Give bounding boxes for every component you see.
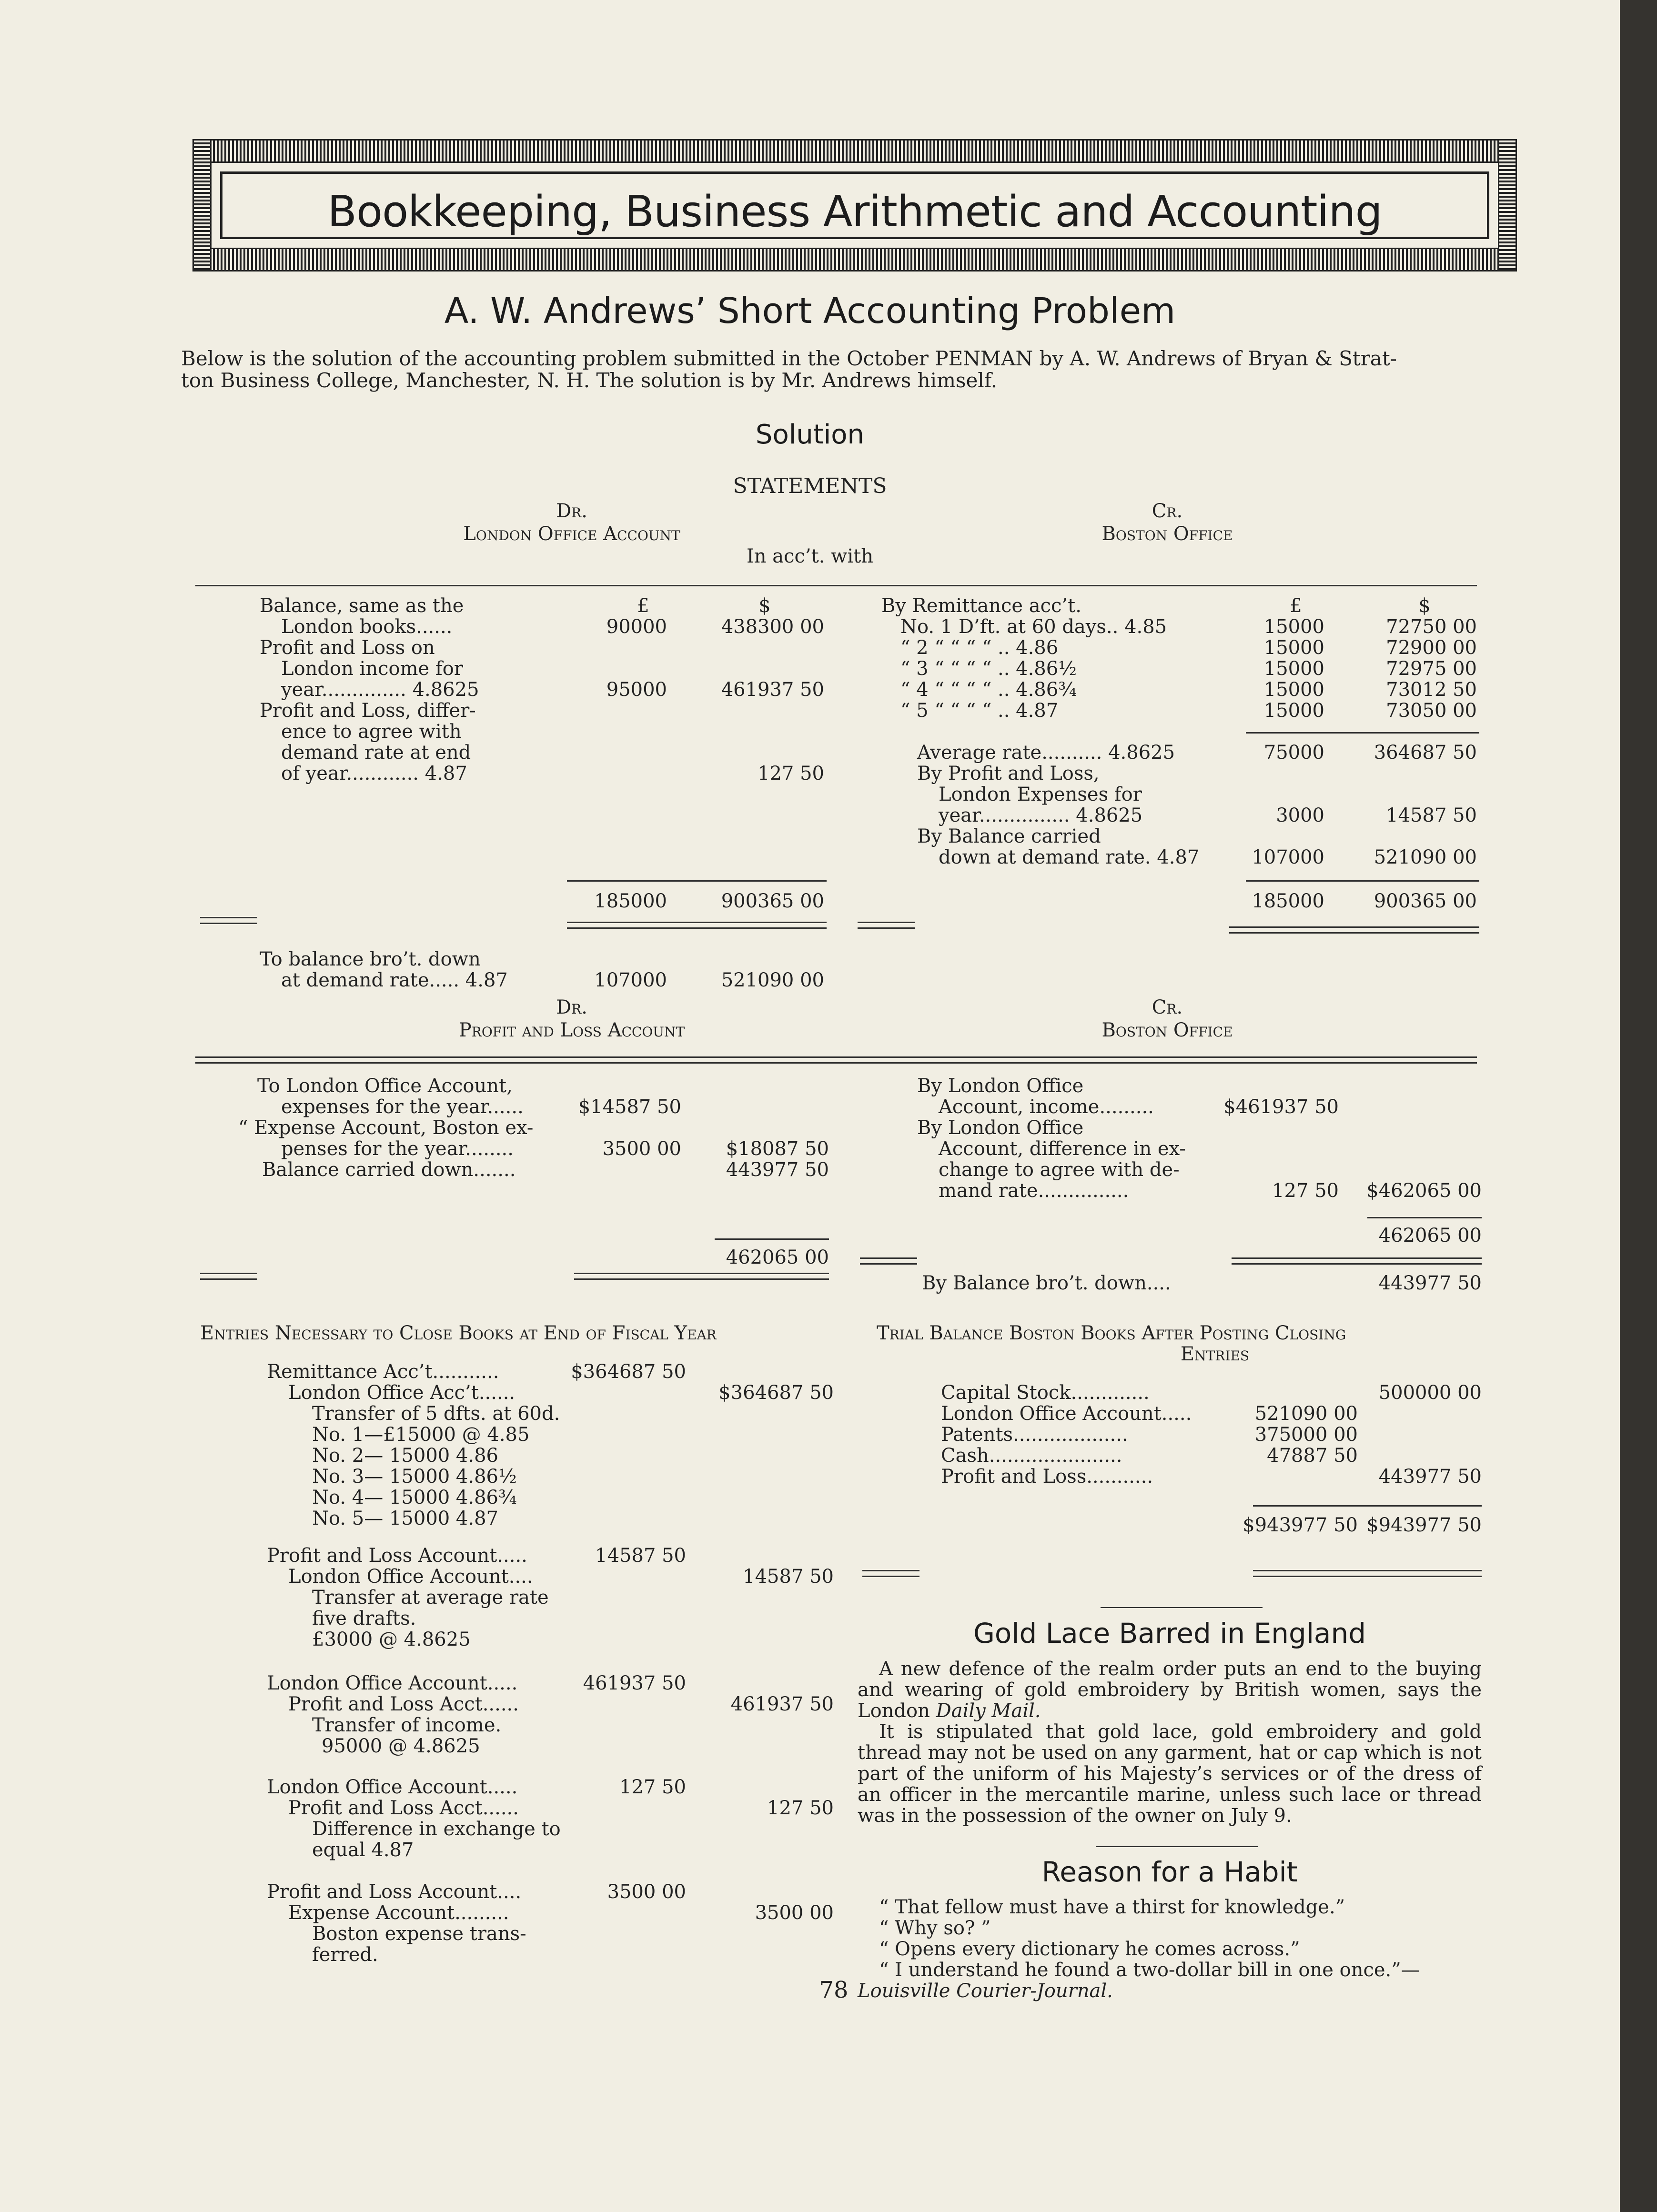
entry-note: No. 2— 15000 4.86 [312, 1445, 498, 1467]
trial-row-label: Capital Stock............. [941, 1382, 1150, 1404]
trial-balance-heading-2: Entries [1180, 1343, 1250, 1365]
text-line: mand rate............... [939, 1180, 1129, 1202]
amount: 3500 00 [607, 1881, 686, 1903]
trial-total-debit: $943977 50 [1243, 1514, 1358, 1536]
pound-header: £ [1290, 595, 1302, 617]
text-line: “ 4 “ “ “ “ .. 4.86¾ [900, 679, 1077, 701]
amount: 75000 [1263, 742, 1324, 764]
amount: 461937 50 [583, 1672, 686, 1694]
amount: 14587 50 [743, 1566, 834, 1588]
double-rule [862, 1570, 919, 1577]
text-line: To balance bro’t. down [260, 948, 481, 970]
text-line: Account, income......... [939, 1096, 1154, 1118]
gold-lace-p2: It is stipulated that gold lace, gold embroidery and gold thread may not be used on any garment, hat or cap which is not part of the uniform of his Majesty’s services or of the dress of an officer in the mercantile marine, unless such lace or thread was in the possession of the owner on July 9. [858, 1721, 1482, 1827]
entry-note: No. 5— 15000 4.87 [312, 1508, 498, 1529]
london-brought-down [260, 949, 508, 991]
closing-entry-2 [267, 1545, 549, 1650]
entry-note: five drafts. [312, 1608, 416, 1629]
amount: $14587 50 [578, 1096, 681, 1118]
intro-line-2: ton Business College, Manchester, N. H. The solution is by Mr. Andrews himself. [181, 369, 998, 392]
text-line: expenses for the year...... [281, 1096, 524, 1118]
london-debit-total-pounds: 185000 [594, 890, 667, 912]
london-cr-title: Boston Office [1101, 523, 1233, 545]
text-line: down at demand rate. 4.87 [939, 846, 1200, 868]
london-credit-total-pounds: 185000 [1252, 890, 1324, 912]
pl-credit-lines [917, 1076, 1186, 1201]
pl-debit-lines [238, 1076, 533, 1180]
article-title: A. W. Andrews’ Short Accounting Problem [444, 291, 1176, 332]
amount: 14587 50 [595, 1545, 686, 1567]
trial-balance-heading: Trial Balance Boston Books After Posting Closing [877, 1322, 1346, 1344]
trial-debit: 47887 50 [1267, 1445, 1358, 1467]
amount: 127 50 [1272, 1180, 1339, 1202]
trial-credit: 500000 00 [1378, 1382, 1482, 1404]
amount: 73012 50 [1386, 679, 1477, 701]
entry-credit: London Office Account.... [288, 1566, 533, 1588]
sum-rule [1246, 880, 1479, 882]
entry-note: Transfer at average rate [312, 1587, 549, 1609]
amount: 521090 00 [1374, 846, 1477, 868]
london-dr-label: Dr. [556, 500, 587, 522]
double-rule [574, 1273, 829, 1280]
amount: 3000 [1276, 804, 1324, 826]
entry-note: Difference in exchange to [312, 1818, 561, 1840]
text-line: No. 1 D’ft. at 60 days.. 4.85 [900, 616, 1167, 638]
london-balance-lines [917, 826, 1199, 868]
london-cr-label: Cr. [1152, 500, 1183, 522]
binding-edge [1620, 0, 1657, 2212]
entry-note: Boston expense trans- [312, 1923, 526, 1945]
text-line: London Expenses for [939, 784, 1142, 805]
entry-note: ferred. [312, 1944, 378, 1966]
text-line: of year............ 4.87 [281, 763, 467, 784]
banner-title: Bookkeeping, Business Arithmetic and Accounting [327, 187, 1382, 237]
pl-cr-title: Boston Office [1101, 1019, 1233, 1041]
pl-brought-down-value: 443977 50 [1378, 1272, 1482, 1294]
entry-note: No. 3— 15000 4.86½ [312, 1466, 517, 1488]
closing-entries-heading: Entries Necessary to Close Books at End of Fiscal Year [200, 1322, 717, 1344]
entry-credit: Expense Account......... [288, 1902, 509, 1924]
text-line: London books...... [281, 616, 453, 638]
amount: 14587 50 [1386, 804, 1477, 826]
divider [1096, 1846, 1258, 1847]
text-line: ence to agree with [281, 721, 462, 743]
sum-rule [715, 1238, 829, 1240]
entry-debit: Remittance Acc’t........... [267, 1361, 499, 1383]
amount: $364687 50 [718, 1382, 834, 1404]
amount: 95000 [606, 679, 667, 701]
trial-total-credit: $943977 50 [1366, 1514, 1482, 1536]
entry-note: No. 4— 15000 4.86¾ [312, 1487, 517, 1508]
text-line: at demand rate..... 4.87 [281, 969, 508, 991]
text-line: Account, difference in ex- [939, 1138, 1186, 1160]
entry-credit: Profit and Loss Acct...... [288, 1797, 519, 1819]
pl-cr-label: Cr. [1152, 996, 1183, 1018]
amount: 443977 50 [726, 1159, 829, 1181]
text-line: “ 3 “ “ “ “ .. 4.86½ [900, 658, 1077, 680]
text-line: year.............. 4.8625 [281, 679, 479, 701]
text-line: London income for [281, 658, 463, 680]
amount: 15000 [1263, 658, 1324, 680]
closing-entry-4 [267, 1777, 561, 1860]
amount: 521090 00 [721, 969, 824, 991]
closing-entry-3 [267, 1673, 519, 1757]
trial-row-label: Patents................... [941, 1424, 1128, 1446]
pl-credit-total: 462065 00 [1378, 1225, 1482, 1247]
amount: 15000 [1263, 616, 1324, 638]
dollar-header: $ [1418, 595, 1431, 617]
text-line: change to agree with de- [939, 1159, 1180, 1181]
double-rule [1229, 926, 1479, 934]
amount: 461937 50 [721, 679, 824, 701]
intro-paragraph [181, 348, 1477, 392]
text-line: “ I understand he found a two-dollar bill in one once.”— [879, 1959, 1420, 1981]
entry-note: £3000 @ 4.8625 [312, 1629, 471, 1650]
dollar-header: $ [758, 595, 771, 617]
amount: 72975 00 [1386, 658, 1477, 680]
trial-balance-labels [941, 1382, 1192, 1487]
london-debit-total-dollars: 900365 00 [721, 890, 824, 912]
text-line: penses for the year........ [281, 1138, 514, 1160]
amount: 107000 [594, 969, 667, 991]
divider [1101, 1607, 1263, 1608]
text-line: Balance, same as the [260, 595, 464, 617]
text-line: year............... 4.8625 [939, 804, 1143, 826]
text-line: By London Office [917, 1117, 1084, 1139]
habit-body [879, 1897, 1420, 1981]
text-line: To London Office Account, [257, 1075, 513, 1097]
double-rule [200, 1273, 257, 1280]
text-line: “ Why so? ” [879, 1917, 991, 1939]
text-line: By Profit and Loss, [917, 763, 1100, 784]
entry-note: Transfer of income. [312, 1714, 502, 1736]
text-line: By Balance carried [917, 825, 1101, 847]
amount: 364687 50 [1374, 742, 1477, 764]
amount: 127 50 [767, 1797, 834, 1819]
pl-top-rule [195, 1056, 1477, 1064]
london-account-title: London Office Account [463, 523, 680, 545]
pound-header: £ [637, 595, 649, 617]
closing-entry-1 [267, 1361, 560, 1529]
gold-lace-body [858, 1659, 1482, 1826]
amount: 107000 [1252, 846, 1324, 868]
amount: 461937 50 [730, 1693, 834, 1715]
pl-debit-total: 462065 00 [726, 1247, 829, 1268]
pl-dr-label: Dr. [556, 996, 587, 1018]
trial-credit: 443977 50 [1378, 1466, 1482, 1488]
entry-credit: London Office Acc’t...... [288, 1382, 515, 1404]
trial-row-label: Cash...................... [941, 1445, 1122, 1467]
double-rule [858, 922, 915, 929]
entry-debit: Profit and Loss Account.... [267, 1881, 522, 1903]
amount: 73050 00 [1386, 700, 1477, 722]
amount: 15000 [1263, 637, 1324, 659]
trial-row-label: London Office Account..... [941, 1403, 1192, 1425]
amount: 72750 00 [1386, 616, 1477, 638]
amount: $462065 00 [1366, 1180, 1482, 1202]
entry-note: No. 1—£15000 @ 4.85 [312, 1424, 530, 1446]
statements-heading: STATEMENTS [733, 474, 887, 498]
text-line: “ Expense Account, Boston ex- [238, 1117, 534, 1139]
amount: $461937 50 [1223, 1096, 1339, 1118]
double-rule [567, 922, 827, 929]
entry-credit: Profit and Loss Acct...... [288, 1693, 519, 1715]
gold-lace-title: Gold Lace Barred in England [973, 1617, 1366, 1649]
habit-title: Reason for a Habit [1041, 1856, 1298, 1888]
amount: $364687 50 [571, 1361, 686, 1383]
entry-debit: Profit and Loss Account..... [267, 1545, 527, 1567]
solution-heading: Solution [755, 419, 865, 450]
entry-debit: London Office Account..... [267, 1776, 518, 1798]
amount: 3500 00 [602, 1138, 681, 1160]
closing-entry-5 [267, 1881, 526, 1965]
trial-debit: 375000 00 [1254, 1424, 1358, 1446]
london-debit-lines [260, 595, 479, 784]
pl-account-title: Profit and Loss Account [458, 1019, 685, 1041]
entry-note: equal 4.87 [312, 1839, 414, 1861]
sum-rule [1246, 732, 1479, 734]
page-number: 78 [819, 1977, 849, 2003]
text-line: demand rate at end [281, 742, 471, 764]
amount: $18087 50 [726, 1138, 829, 1160]
entry-note: 95000 @ 4.8625 [322, 1735, 480, 1757]
sum-rule [1367, 1217, 1482, 1218]
amount: 72900 00 [1386, 637, 1477, 659]
london-pl-lines [917, 763, 1142, 826]
trial-row-label: Profit and Loss........... [941, 1466, 1153, 1488]
text-line: Profit and Loss, differ- [260, 700, 476, 722]
amount: 15000 [1263, 679, 1324, 701]
text-line: Profit and Loss on [260, 637, 435, 659]
text-line: Balance carried down....... [262, 1159, 516, 1181]
double-rule [1253, 1570, 1482, 1577]
section-banner [192, 139, 1517, 271]
text-line: “ 5 “ “ “ “ .. 4.87 [900, 700, 1059, 722]
text-line: “ 2 “ “ “ “ .. 4.86 [900, 637, 1059, 659]
text-line: By Remittance acc’t. [881, 595, 1081, 617]
double-rule [200, 917, 257, 924]
amount: 90000 [606, 616, 667, 638]
london-credit-lines [881, 595, 1167, 721]
source: Daily Mail. [936, 1700, 1041, 1722]
entry-debit: London Office Account..... [267, 1672, 518, 1694]
amount: 3500 00 [755, 1902, 834, 1924]
text-line: By London Office [917, 1075, 1084, 1097]
double-rule [860, 1257, 917, 1265]
text-line: “ That fellow must have a thirst for knowledge.” [879, 1896, 1345, 1918]
average-rate-label: Average rate.......... 4.8625 [917, 742, 1175, 764]
pl-brought-down-label: By Balance bro’t. down.... [922, 1272, 1171, 1294]
sum-rule [1253, 1505, 1482, 1507]
london-credit-total-dollars: 900365 00 [1374, 890, 1477, 912]
amount: 127 50 [758, 763, 824, 784]
trial-debit: 521090 00 [1254, 1403, 1358, 1425]
gold-lace-p1 [858, 1659, 1482, 1721]
amount: 15000 [1263, 700, 1324, 722]
habit-source: Louisville Courier-Journal. [858, 1980, 1113, 2002]
text: A new defence of the realm order puts an end to the buying and wearing of gold embroidery by British women, says the London [858, 1658, 1482, 1722]
intro-line-1: Below is the solution of the accounting problem submitted in the October PENMAN by A. W. Andrews of Bryan & Strat- [181, 347, 1397, 370]
in-account-with: In acc’t. with [746, 545, 873, 567]
amount: 127 50 [619, 1776, 686, 1798]
london-debit-sum-rule [567, 880, 827, 882]
london-top-rule [195, 585, 1477, 586]
entry-note: Transfer of 5 dfts. at 60d. [312, 1403, 560, 1425]
text-line: “ Opens every dictionary he comes across.” [879, 1938, 1300, 1960]
amount: 438300 00 [721, 616, 824, 638]
double-rule [1232, 1257, 1482, 1265]
